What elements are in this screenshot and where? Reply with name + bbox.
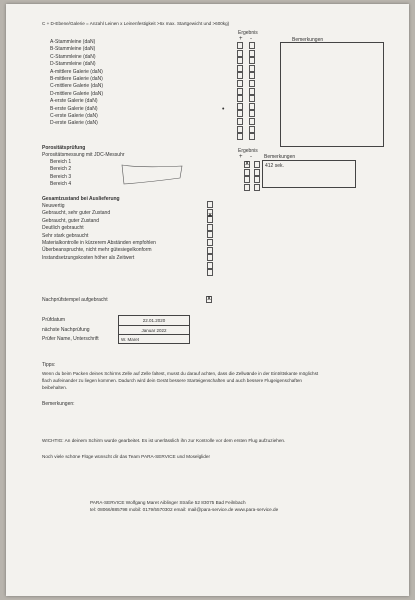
wish-text: Noch viele schöne Flüge wünscht dir das Team PARA-SERVICE und Moselglider: [42, 454, 211, 459]
plus-marker: +: [239, 36, 243, 42]
line-label: D-Stammleine (daN): [50, 61, 96, 68]
line-label: A-mittlere Galerie (daN): [50, 68, 103, 75]
line-label: B-Stammleine (daN): [50, 46, 96, 53]
result-column-plus: [237, 42, 243, 141]
remarks-box[interactable]: [280, 42, 384, 147]
inspection-table: [118, 315, 190, 344]
porosity-checkbox[interactable]: [254, 161, 260, 168]
area-label: Bereich 1: [50, 159, 72, 165]
result-checkbox[interactable]: [249, 80, 255, 87]
result-checkbox[interactable]: [249, 133, 255, 140]
area-label: Bereich 3: [50, 173, 72, 180]
footer-contact: tel: 08066/885798 mobil: 0179/5570302 email: mail@para-service.de www.para-service.de: [90, 507, 279, 512]
condition-checkbox[interactable]: [207, 224, 213, 231]
inspection-label: nächste Nachprüfung: [42, 326, 90, 333]
minus-marker: -: [250, 36, 252, 42]
condition-checkbox[interactable]: [207, 254, 213, 261]
condition-checkbox[interactable]: [207, 239, 213, 246]
porosity-ergebnis-label: Ergebnis: [238, 148, 258, 154]
line-label: B-mittlere Galerie (daN): [50, 76, 103, 82]
porosity-plus-marker: +: [239, 154, 243, 160]
document-page: [6, 4, 409, 596]
result-checkbox[interactable]: [237, 126, 243, 133]
stamp-checkmark: X: [207, 296, 211, 302]
header-line: C + D-Ebene/Galerie = Anzahl Leinen x Leinenfestigkeit >6x max. Startgewicht und >600kg): [42, 21, 230, 26]
line-label: C-Stammleine (daN): [50, 53, 96, 60]
tips-title: Tipps:: [42, 362, 56, 368]
ergebnis-label: Ergebnis: [238, 30, 258, 36]
line-label: A-erste Galerie (daN): [50, 98, 98, 105]
condition-title: Gesamtzustand bei Auslieferung: [42, 196, 120, 202]
tips-line-1: Wenn du beim Packen deines Schirms Zelle auf Zelle faltest, musst du darauf achten, dass die Zellwände in der Eintrittskante möglichst: [42, 371, 319, 376]
condition-checkbox[interactable]: [207, 247, 213, 254]
result-checkbox[interactable]: [237, 57, 243, 64]
condition-option: Sehr stark gebraucht: [42, 232, 89, 239]
tips-line-3: beibehalten.: [42, 385, 68, 390]
inspection-date-value: 22.01.2020: [119, 316, 189, 326]
bemerkungen-label: Bemerkungen: [292, 37, 324, 43]
porosity-checkmark: X: [245, 161, 249, 167]
porosity-checkbox[interactable]: [254, 176, 260, 183]
condition-option: Instandsetzungskosten höher als Zeitwert: [42, 254, 135, 261]
result-checkbox[interactable]: [237, 103, 243, 110]
remarks-label: Bemerkungen:: [42, 401, 75, 407]
result-checkbox[interactable]: [249, 65, 255, 72]
line-label: C-mittlere Galerie (daN): [50, 83, 104, 90]
condition-checkbox[interactable]: [207, 262, 213, 269]
next-inspection-value: Januar 2022: [119, 326, 189, 336]
warning-text: WICHTIG: An deinem Schirm wurde gearbeitet. Es ist unerlässlich ihn zur Kontrolle vor dem ersten Flug aufzuziehen.: [42, 438, 286, 443]
porosity-checkbox[interactable]: [244, 184, 250, 191]
line-label: D-erste Galerie (daN): [50, 120, 98, 127]
result-checkbox[interactable]: [237, 118, 243, 125]
result-checkbox[interactable]: [249, 95, 255, 102]
result-checkbox[interactable]: [237, 42, 243, 49]
porosity-checkbox[interactable]: [254, 169, 260, 176]
inspection-label: Prüfdatum: [42, 317, 66, 323]
condition-option: Gebraucht, guter Zustand: [42, 217, 99, 224]
result-checkbox[interactable]: [237, 72, 243, 79]
result-checkbox[interactable]: [237, 133, 243, 140]
result-checkbox[interactable]: [237, 80, 243, 87]
condition-checkmark: X: [208, 213, 212, 219]
porosity-sketch: [120, 162, 184, 186]
line-label: A-Stammleine (daN): [50, 39, 96, 45]
condition-option: Überbeanspruchte, nicht mehr gütesiegelkonform: [42, 247, 152, 254]
stamp-label: Nachprüfstempel aufgebracht: [42, 297, 108, 303]
result-checkbox[interactable]: [249, 72, 255, 79]
result-column-minus: [249, 42, 255, 141]
line-label: B-erste Galerie (daN): [50, 105, 98, 112]
result-checkbox[interactable]: [249, 126, 255, 133]
condition-checkbox[interactable]: [207, 269, 213, 276]
condition-option: Gebraucht, sehr guter Zustand: [42, 210, 111, 217]
footer-address: PARA-SERVICE Wolfgang Maret Aiblinger Straße 52 83075 Bad Feilnbach: [90, 500, 246, 505]
condition-option: Materialkontrolle in kürzerem Abständen empfohlen: [42, 240, 156, 246]
porosity-bemerkungen-label: Bemerkungen: [264, 154, 296, 160]
line-label: D-mittlere Galerie (daN): [50, 90, 104, 97]
porosity-title: Porositätsprüfung: [42, 145, 86, 151]
area-label: Bereich 4: [50, 181, 72, 188]
porosity-checkbox[interactable]: [244, 176, 250, 183]
result-checkbox[interactable]: [249, 50, 255, 57]
result-checkbox[interactable]: [249, 42, 255, 49]
result-checkbox[interactable]: [237, 110, 243, 117]
condition-checkbox[interactable]: [207, 231, 213, 238]
result-checkbox[interactable]: [237, 50, 243, 57]
condition-checkbox[interactable]: [207, 201, 213, 208]
condition-option: Deutlich gebraucht: [42, 225, 84, 232]
porosity-checkbox[interactable]: [244, 169, 250, 176]
porosity-remark-value: 412 sek.: [265, 163, 284, 169]
porosity-checkbox[interactable]: [254, 184, 260, 191]
porosity-subtitle: Porositätsmessung mit JDC-Messuhr: [42, 152, 125, 158]
result-checkbox[interactable]: [237, 95, 243, 102]
inspector-value: W. Maret: [121, 337, 140, 343]
result-checkbox[interactable]: [249, 118, 255, 125]
tips-line-2: flach aufeinander zu liegen kommen. Dadurch wird dein Gerät bessere Starteigenschaften und auch bessere Flugeigenschaften: [42, 378, 302, 383]
result-checkbox[interactable]: [237, 65, 243, 72]
inspection-label: Prüfer Name, Unterschrift: [42, 336, 99, 343]
pen-dot: •: [222, 106, 225, 113]
porosity-column-minus: [254, 161, 260, 191]
result-checkbox[interactable]: [249, 57, 255, 64]
result-checkbox[interactable]: [249, 110, 255, 117]
condition-option: Neuwertig: [42, 203, 65, 209]
result-checkbox[interactable]: [237, 88, 243, 95]
area-label: Bereich 2: [50, 166, 72, 173]
porosity-minus-marker: -: [250, 154, 252, 160]
result-checkbox[interactable]: [249, 103, 255, 110]
line-label: C-erste Galerie (daN): [50, 113, 98, 119]
result-checkbox[interactable]: [249, 88, 255, 95]
